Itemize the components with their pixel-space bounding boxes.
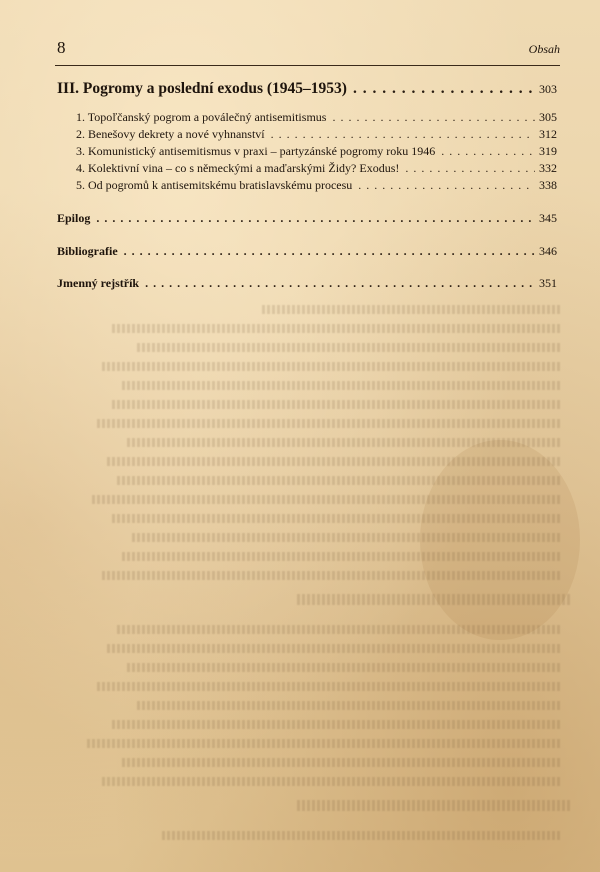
toc-chapter [76, 144, 557, 159]
part-page: 303 [539, 82, 557, 96]
chapter-title: 2. Benešovy dekrety a nové vyhnanství [76, 127, 265, 141]
leader-dots [353, 80, 535, 98]
toc-section [57, 244, 557, 259]
section-page: 345 [539, 211, 557, 225]
toc-chapter [76, 110, 557, 125]
running-head: Obsah [528, 42, 560, 56]
chapter-page: 312 [539, 127, 557, 141]
chapter-page: 305 [539, 110, 557, 124]
chapter-title: 3. Komunistický antisemitismus v praxi – partyzánské pogromy roku 1946 [76, 144, 436, 158]
bleed-through-text [60, 310, 560, 850]
leader-dots [441, 144, 535, 159]
page-number: 8 [57, 38, 66, 57]
toc-section [57, 211, 557, 226]
toc-chapter [76, 161, 557, 176]
leader-dots [358, 178, 535, 193]
chapter-title: 5. Od pogromů k antisemitskému bratislavskému procesu [76, 178, 353, 192]
chapter-page: 332 [539, 161, 557, 175]
section-page: 346 [539, 244, 557, 258]
header-rule [55, 65, 560, 66]
section-title: Jmenný rejstřík [57, 276, 140, 290]
part-title: III. Pogromy a poslední exodus (1945–1953) [57, 80, 347, 97]
leader-dots [271, 127, 535, 142]
toc-chapter [76, 127, 557, 142]
toc-chapter [76, 178, 557, 193]
toc-part-heading [57, 80, 557, 98]
section-page: 351 [539, 276, 557, 290]
leader-dots [96, 211, 535, 226]
leader-dots [332, 110, 535, 125]
section-title: Epilog [57, 211, 91, 225]
leader-dots [145, 276, 535, 291]
leader-dots [405, 161, 535, 176]
chapter-title: 4. Kolektivní vina – co s německými a maďarskými Židy? Exodus! [76, 161, 400, 175]
leader-dots [124, 244, 535, 259]
chapter-page: 338 [539, 178, 557, 192]
section-title: Bibliografie [57, 244, 118, 258]
chapter-title: 1. Topoľčanský pogrom a poválečný antisemitismus [76, 110, 327, 124]
chapter-page: 319 [539, 144, 557, 158]
toc-section [57, 276, 557, 291]
